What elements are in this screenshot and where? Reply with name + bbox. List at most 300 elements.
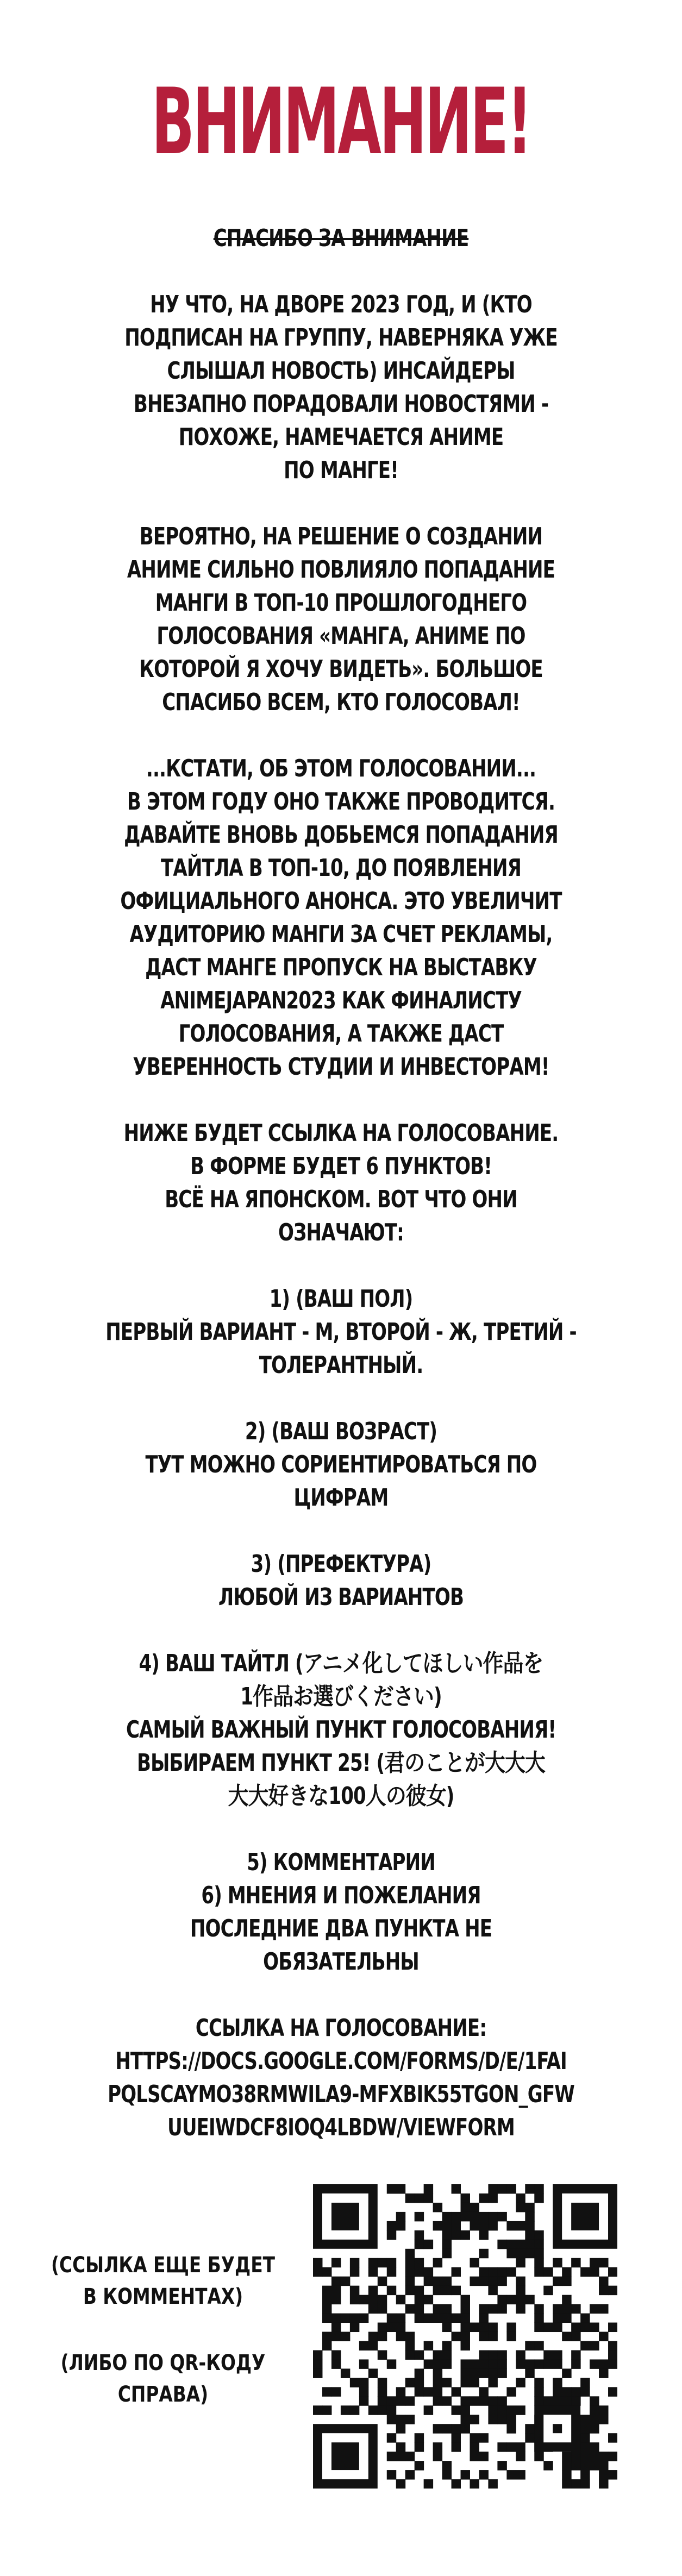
qr-module	[534, 2230, 543, 2240]
qr-module	[378, 2378, 387, 2387]
qr-module	[590, 2341, 599, 2350]
text-line: ЛЮБОЙ ИЗ ВАРИАНТОВ	[218, 1583, 464, 1611]
qr-module	[331, 2323, 341, 2332]
text-block	[104, 288, 578, 487]
qr-module	[405, 2470, 415, 2479]
qr-module	[516, 2295, 525, 2304]
qr-module	[396, 2184, 405, 2193]
qr-module	[488, 2323, 497, 2332]
qr-module	[506, 2332, 516, 2341]
qr-module	[497, 2368, 506, 2378]
qr-module	[479, 2277, 488, 2286]
text-line: МАНГИ В ТОП-10 ПРОШЛОГОДНЕГО	[155, 589, 527, 617]
qr-module	[341, 2368, 350, 2378]
qr-module	[590, 2267, 599, 2277]
qr-module	[590, 2452, 599, 2461]
qr-module	[322, 2286, 331, 2295]
qr-module	[608, 2452, 617, 2461]
qr-module	[405, 2452, 415, 2461]
qr-module	[553, 2396, 562, 2405]
qr-module	[387, 2267, 396, 2277]
qr-module	[525, 2433, 534, 2442]
qr-module	[452, 2184, 461, 2193]
qr-module	[534, 2359, 543, 2368]
qr-module	[433, 2277, 442, 2286]
qr-module	[331, 2359, 341, 2368]
qr-module	[506, 2240, 516, 2249]
qr-module	[405, 2378, 415, 2387]
qr-module	[608, 2470, 617, 2479]
qr-module	[341, 2277, 350, 2286]
text-line: ВСЁ НА ЯПОНСКОМ. ВОТ ЧТО ОНИ	[165, 1186, 517, 1213]
qr-module	[516, 2193, 525, 2203]
qr-module	[479, 2387, 488, 2396]
qr-module	[571, 2387, 580, 2396]
qr-module	[461, 2415, 470, 2424]
qr-module	[331, 2203, 359, 2230]
qr-module	[534, 2387, 543, 2396]
qr-module	[442, 2221, 452, 2230]
qr-module	[516, 2405, 525, 2415]
text-line[interactable]: PQLSCAYMO38RMWILA9-MFXBIK55TGON_GFW	[108, 2080, 574, 2108]
qr-module	[608, 2359, 617, 2368]
qr-module	[479, 2396, 488, 2405]
qr-module	[396, 2424, 405, 2433]
qr-module	[433, 2203, 442, 2212]
qr-module	[580, 2323, 590, 2332]
qr-module	[497, 2304, 506, 2314]
qr-module	[525, 2203, 534, 2212]
qr-module	[322, 2314, 331, 2323]
qr-module	[313, 2359, 322, 2368]
qr-module	[488, 2396, 497, 2405]
qr-module	[497, 2277, 506, 2286]
qr-module	[433, 2350, 442, 2359]
qr-module	[599, 2258, 608, 2267]
note-line: СПРАВА)	[117, 2382, 209, 2407]
qr-module	[442, 2304, 452, 2314]
qr-module	[405, 2286, 415, 2295]
qr-module	[368, 2341, 378, 2350]
note-line: (ССЫЛКА ЕЩЕ БУДЕТ	[51, 2253, 275, 2278]
qr-module	[313, 2350, 322, 2359]
qr-module	[470, 2378, 479, 2387]
qr-module	[562, 2304, 571, 2314]
qr-module	[378, 2387, 387, 2396]
qr-module	[461, 2295, 470, 2304]
qr-module	[497, 2295, 506, 2304]
qr-module	[516, 2240, 525, 2249]
qr-module	[433, 2258, 442, 2267]
qr-module	[488, 2359, 497, 2368]
qr-module	[479, 2332, 488, 2341]
qr-module	[433, 2452, 442, 2461]
qr-module	[488, 2350, 497, 2359]
qr-module	[405, 2304, 415, 2314]
qr-module	[525, 2221, 534, 2230]
qr-module	[442, 2378, 452, 2387]
qr-module	[415, 2442, 424, 2452]
qr-module	[415, 2230, 424, 2240]
qr-module	[470, 2323, 479, 2332]
qr-module	[516, 2203, 525, 2212]
text-block	[104, 222, 578, 255]
qr-module	[313, 2258, 322, 2267]
qr-module	[452, 2424, 461, 2433]
qr-module	[543, 2461, 553, 2470]
qr-module	[378, 2350, 387, 2359]
qr-module	[506, 2442, 516, 2452]
qr-module	[461, 2323, 470, 2332]
qr-module	[424, 2295, 433, 2304]
qr-module	[479, 2230, 488, 2240]
qr-module	[590, 2405, 599, 2415]
announcement-body	[65, 222, 617, 2177]
qr-module	[415, 2193, 424, 2203]
qr-module	[378, 2396, 387, 2405]
link-in-comments-note	[47, 2249, 279, 2312]
qr-module	[534, 2323, 543, 2332]
qr-code[interactable]	[313, 2184, 617, 2489]
qr-module	[396, 2323, 405, 2332]
text-line: В ФОРМЕ БУДЕТ 6 ПУНКТОВ!	[190, 1152, 492, 1180]
qr-module	[415, 2286, 424, 2295]
qr-module	[452, 2230, 461, 2240]
text-block	[104, 1282, 578, 1382]
qr-module	[470, 2258, 479, 2267]
qr-module	[368, 2295, 378, 2304]
text-line: ГОЛОСОВАНИЯ «МАНГА, АНИМЕ ПО	[157, 622, 525, 650]
qr-module	[470, 2415, 479, 2424]
qr-module	[452, 2433, 461, 2442]
text-line: ССЫЛКА НА ГОЛОСОВАНИЕ:	[195, 2014, 487, 2042]
qr-module	[433, 2304, 442, 2314]
qr-module	[452, 2267, 461, 2277]
qr-module	[534, 2452, 543, 2461]
qr-module	[442, 2350, 452, 2359]
qr-module	[350, 2258, 359, 2267]
qr-module	[442, 2314, 452, 2323]
qr-module	[461, 2314, 470, 2323]
qr-module	[580, 2461, 590, 2470]
qr-module	[433, 2442, 442, 2452]
qr-module	[506, 2267, 516, 2277]
qr-module	[452, 2286, 461, 2295]
qr-module	[562, 2396, 571, 2405]
qr-module	[599, 2304, 608, 2314]
qr-module	[553, 2323, 562, 2332]
qr-module	[424, 2405, 433, 2415]
qr-module	[497, 2442, 506, 2452]
qr-module	[415, 2350, 424, 2359]
qr-module	[562, 2332, 571, 2341]
qr-module	[608, 2267, 617, 2277]
qr-module	[442, 2396, 452, 2405]
qr-module	[488, 2368, 497, 2378]
qr-module	[525, 2212, 534, 2221]
qr-module	[359, 2396, 368, 2405]
text-line: ОЗНАЧАЮТ:	[278, 1219, 404, 1246]
qr-module	[313, 2368, 322, 2378]
qr-module	[516, 2378, 525, 2387]
qr-module	[415, 2240, 424, 2249]
qr-module	[608, 2387, 617, 2396]
qr-module	[497, 2212, 506, 2221]
qr-module	[452, 2479, 461, 2489]
qr-module	[571, 2452, 580, 2461]
qr-module	[350, 2405, 359, 2415]
qr-module	[580, 2267, 590, 2277]
qr-module	[461, 2203, 470, 2212]
qr-module	[488, 2332, 497, 2341]
qr-module	[322, 2332, 331, 2341]
qr-module	[322, 2405, 331, 2415]
text-line: 5) КОММЕНТАРИИ	[247, 1848, 435, 1876]
qr-module	[599, 2415, 608, 2424]
text-line[interactable]: UUEIWDCF8IOQ4LBDW/VIEWFORM	[167, 2114, 515, 2141]
note-line: (ЛИБО ПО QR-КОДУ	[60, 2351, 266, 2376]
qr-module	[580, 2341, 590, 2350]
qr-module	[497, 2350, 506, 2359]
qr-module	[543, 2286, 553, 2295]
qr-module	[396, 2221, 405, 2230]
qr-module	[479, 2350, 488, 2359]
qr-module	[331, 2442, 359, 2470]
qr-module	[405, 2415, 415, 2424]
qr-module	[562, 2267, 571, 2277]
qr-module	[331, 2286, 341, 2295]
qr-module	[571, 2203, 599, 2230]
qr-module	[608, 2286, 617, 2295]
qr-module	[378, 2304, 387, 2314]
text-line: СПАСИБО ВСЕМ, КТО ГОЛОСОВАЛ!	[162, 688, 520, 716]
qr-module	[599, 2470, 608, 2479]
qr-module	[415, 2368, 424, 2378]
qr-code-note	[47, 2347, 279, 2410]
qr-module	[433, 2359, 442, 2368]
qr-module	[599, 2277, 608, 2286]
qr-module	[387, 2415, 396, 2424]
qr-module	[452, 2387, 461, 2396]
qr-module	[461, 2193, 470, 2203]
qr-module	[608, 2323, 617, 2332]
qr-module	[415, 2314, 424, 2323]
qr-module	[543, 2396, 553, 2405]
text-line: АУДИТОРИЮ МАНГИ ЗА СЧЕТ РЕКЛАМЫ,	[129, 920, 553, 948]
qr-module	[415, 2267, 424, 2277]
qr-module	[433, 2396, 442, 2405]
qr-module	[525, 2295, 534, 2304]
qr-module	[433, 2221, 442, 2230]
qr-module	[534, 2304, 543, 2314]
qr-module	[571, 2396, 580, 2405]
qr-module	[562, 2295, 571, 2304]
text-line[interactable]: HTTPS://DOCS.GOOGLE.COM/FORMS/D/E/1FAI	[115, 2047, 567, 2075]
qr-module	[516, 2258, 525, 2267]
qr-module	[497, 2461, 506, 2470]
text-line: 1作品お選びください)	[240, 1683, 442, 1710]
qr-module	[488, 2415, 497, 2424]
text-line: ВНЕЗАПНО ПОРАДОВАЛИ НОВОСТЯМИ -	[133, 390, 549, 418]
bottom-section	[0, 2184, 682, 2510]
qr-module	[590, 2415, 599, 2424]
qr-module	[442, 2230, 452, 2240]
qr-module	[553, 2359, 562, 2368]
qr-module	[461, 2212, 470, 2221]
qr-module	[479, 2304, 488, 2314]
qr-module	[452, 2221, 461, 2230]
qr-module	[396, 2212, 405, 2221]
qr-module	[516, 2304, 525, 2314]
qr-module	[341, 2314, 350, 2323]
qr-module	[543, 2359, 553, 2368]
qr-module	[506, 2470, 516, 2479]
text-line: НУ ЧТО, НА ДВОРЕ 2023 ГОД, И (КТО	[150, 291, 532, 318]
qr-module	[387, 2286, 396, 2295]
qr-module	[405, 2350, 415, 2359]
text-block	[104, 1647, 578, 1813]
qr-module	[479, 2212, 488, 2221]
qr-module	[506, 2405, 516, 2415]
qr-module	[461, 2359, 470, 2368]
text-line: ТУТ МОЖНО СОРИЕНТИРОВАТЬСЯ ПО	[145, 1451, 537, 1478]
qr-module	[442, 2212, 452, 2221]
qr-module	[516, 2442, 525, 2452]
qr-module	[368, 2286, 378, 2295]
qr-module	[580, 2415, 590, 2424]
qr-module	[433, 2286, 442, 2295]
qr-module	[590, 2304, 599, 2314]
qr-module	[562, 2368, 571, 2378]
qr-module	[506, 2295, 516, 2304]
qr-module	[415, 2461, 424, 2470]
qr-module	[506, 2249, 516, 2258]
text-line: ВЕРОЯТНО, НА РЕШЕНИЕ О СОЗДАНИИ	[139, 523, 543, 550]
qr-module	[534, 2184, 543, 2193]
qr-module	[488, 2212, 497, 2221]
qr-module	[433, 2368, 442, 2378]
qr-module	[534, 2341, 543, 2350]
qr-module	[571, 2323, 580, 2332]
qr-module	[525, 2230, 534, 2240]
qr-module	[534, 2378, 543, 2387]
qr-module	[415, 2387, 424, 2396]
qr-module	[396, 2452, 405, 2461]
qr-module	[341, 2332, 350, 2341]
qr-module	[488, 2304, 497, 2314]
qr-module	[359, 2314, 368, 2323]
qr-module	[461, 2396, 470, 2405]
qr-module	[331, 2258, 341, 2267]
qr-module	[488, 2378, 497, 2387]
qr-module	[488, 2405, 497, 2415]
text-line: АНИМЕ СИЛЬНО ПОВЛИЯЛО ПОПАДАНИЕ	[127, 556, 555, 584]
text-line: ОФИЦИАЛЬНОГО АНОНСА. ЭТО УВЕЛИЧИТ	[120, 887, 562, 915]
qr-module	[590, 2461, 599, 2470]
qr-module	[442, 2323, 452, 2332]
qr-module	[608, 2433, 617, 2442]
qr-module	[359, 2378, 368, 2387]
qr-module	[378, 2332, 387, 2341]
qr-module	[525, 2249, 534, 2258]
qr-module	[424, 2359, 433, 2368]
qr-module	[442, 2277, 452, 2286]
qr-module	[331, 2332, 341, 2341]
qr-module	[461, 2368, 470, 2378]
qr-module	[497, 2396, 506, 2405]
qr-module	[368, 2368, 378, 2378]
qr-module	[479, 2221, 488, 2230]
qr-module	[516, 2452, 525, 2461]
qr-module	[452, 2442, 461, 2452]
text-line: СЛЫШАЛ НОВОСТЬ) ИНСАЙДЕРЫ	[167, 357, 515, 385]
qr-module	[470, 2452, 479, 2461]
qr-module	[313, 2405, 322, 2415]
qr-module	[322, 2267, 331, 2277]
qr-module	[396, 2314, 405, 2323]
qr-module	[506, 2387, 516, 2396]
qr-module	[424, 2277, 433, 2286]
text-line: 1) (ВАШ ПОЛ)	[269, 1285, 413, 1313]
qr-module	[525, 2359, 534, 2368]
qr-module	[470, 2203, 479, 2212]
text-line: В ЭТОМ ГОДУ ОНО ТАКЖЕ ПРОВОДИТСЯ.	[127, 788, 555, 816]
qr-module	[479, 2323, 488, 2332]
qr-module	[442, 2424, 452, 2433]
qr-module	[461, 2304, 470, 2314]
qr-module	[470, 2442, 479, 2452]
qr-module	[516, 2286, 525, 2295]
qr-module	[479, 2470, 488, 2479]
text-line: ПОХОЖЕ, НАМЕЧАЕТСЯ АНИМЕ	[178, 423, 504, 451]
qr-module	[368, 2304, 378, 2314]
qr-module	[424, 2240, 433, 2249]
qr-module	[525, 2368, 534, 2378]
qr-module	[534, 2267, 543, 2277]
qr-module	[396, 2396, 405, 2405]
qr-module	[488, 2221, 497, 2230]
qr-module	[378, 2323, 387, 2332]
qr-module	[553, 2350, 562, 2359]
qr-module	[506, 2184, 516, 2193]
qr-module	[359, 2387, 368, 2396]
qr-module	[396, 2442, 405, 2452]
qr-module	[378, 2405, 387, 2415]
qr-module	[553, 2314, 562, 2323]
text-line: СПАСИБО ЗА ВНИМАНИЕ	[213, 224, 469, 252]
qr-module	[433, 2314, 442, 2323]
qr-module	[479, 2249, 488, 2258]
qr-module	[571, 2258, 580, 2267]
qr-module	[516, 2277, 525, 2286]
qr-module	[461, 2470, 470, 2479]
qr-module	[608, 2341, 617, 2350]
qr-module	[452, 2314, 461, 2323]
qr-module	[488, 2184, 497, 2193]
qr-module	[488, 2286, 497, 2295]
qr-module	[461, 2332, 470, 2341]
qr-module	[488, 2277, 497, 2286]
qr-module	[442, 2461, 452, 2470]
qr-module	[424, 2387, 433, 2396]
qr-module	[599, 2461, 608, 2470]
qr-module	[553, 2387, 562, 2396]
text-line: ANIMEJAPAN2023 КАК ФИНАЛИСТУ	[160, 987, 522, 1014]
qr-module	[479, 2193, 488, 2203]
qr-module	[433, 2424, 442, 2433]
qr-module	[405, 2193, 415, 2203]
qr-module	[580, 2470, 590, 2479]
